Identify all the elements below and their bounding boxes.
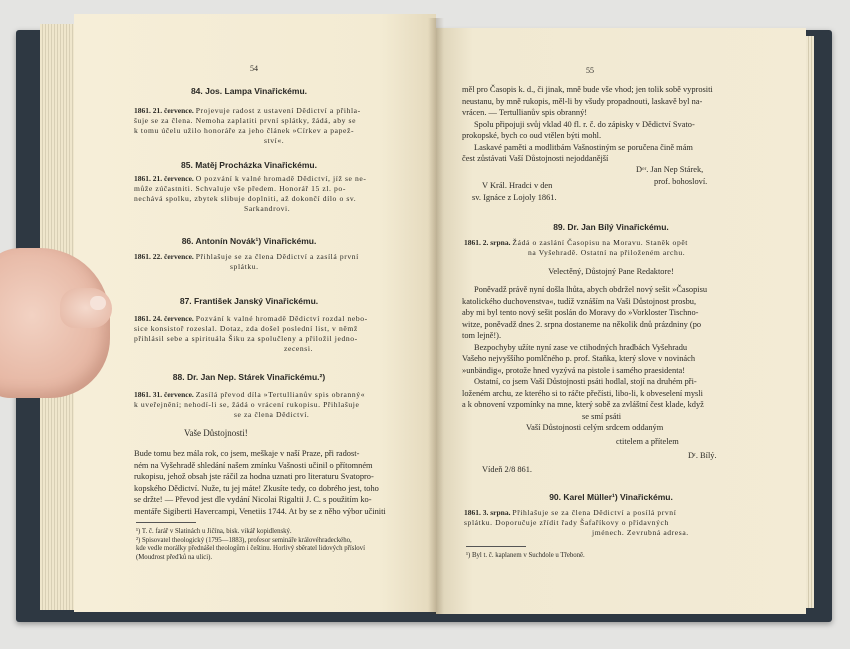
letter-salutation: Vaše Důstojnosti!: [184, 428, 248, 438]
entry-heading: 90. Karel Müller¹) Vinařickému.: [549, 492, 673, 502]
book-gutter: [428, 18, 444, 614]
entry-summary: 1861. 21. července. Projevuje radost z ustavení Dědictví a přihla- šuje se za člena. Nemoha zaplatiti první splátky, žádá, aby se k tomu účelu užilo honoráře za jeho článek »Církev a papež- ství«.: [134, 106, 361, 145]
letter-closing: ctitelem a přítelem: [616, 437, 679, 446]
letter-salutation: Velectěný, Důstojný Pane Redaktore!: [548, 267, 674, 276]
entry-heading: 87. František Janský Vinařickému.: [179, 296, 319, 306]
footnotes: ¹) T. č. farář v Slatinách u Jičína, bisk. vikář kopidlenský. ²) Spisovatel theologický (1795—1883), profesor semináře královéhradeckého, kde vedle morálky přednášel theologům i češtinu. Horlivý sběratel lidových přísloví (Moudrost přeďků na ulici).: [136, 528, 365, 561]
footnote-rule: [466, 546, 526, 547]
entry-summary: 1861. 31. července. Zasílá převod díla »Tertullianův spis obranný« k uveřejnění; nehodí-li se, žádá o vrácení rukopisu. Přihlašuje se za člena Dědictví.: [134, 390, 366, 419]
left-page: [74, 14, 436, 612]
page-number: 55: [586, 66, 594, 75]
entry-heading: 86. Antonín Novák¹) Vinařickému.: [181, 236, 317, 246]
page-number: 54: [250, 64, 258, 73]
signature: Dᵒʳ. Jan Nep Stárek,: [636, 165, 704, 174]
entry-summary: 1861. 21. července. O pozvání k valné hromadě Dědictví, jíž se ne- může zúčastniti. Schvaluje vše předem. Honorář 15 zl. po- nechává spolku, zbytek slibuje doplniti, až dokončí dílo o sv. Sarkandrovi.: [134, 174, 367, 213]
footnote: ¹) Byl t. č. kaplanem v Suchdole u Třeboně.: [466, 552, 585, 559]
letter-body: Bude tomu bez mála rok, co jsem, meškaje v naší Praze, při radost- ném na Vyšehradě shledání našem zmínku Vašnosti učinil o přítomném rukopisu, jehož obsah jste ráčil za hodna uznati pro literaturu Svatopro- kopského Dědictví. Nuže, tu jej máte! Zkusíte tedy, co dobrého jest, toho se držte! — Převod jest dle vydání Nicolai Rigaltii J. C. s použitím ko- mentáře Sigiberti Havercampi, Venetiis 1744. At by se z něho výbor učiniti: [134, 449, 386, 516]
letter-body-continued: měl pro Časopis k. d., či jinak, mně bude vše vhod; jen tolik sobě vyprositi neustanu, by mně rukopis, měl-li by všudy propadnouti, laskavě byl na- vrácen. — Tertullianův spis obranný! Spolu připojuji svůj vklad 40 fl. r. č. do zápisky v Dědictví Svato- prokopské, bych co oud vtělen býti mohl. Laskavé paměti a modlitbám Vašnostiným se poručena čině mám čest zůstávati Vaší Důstojnosti nejoddanější: [462, 85, 713, 163]
entry-date: 1861. 21. července.: [134, 106, 194, 115]
signature-title: prof. bohosloví.: [654, 177, 708, 186]
entry-summary: 1861. 24. července. Pozvání k valné hromadě Dědictví rozdal nebo- sice konsistoř rozeslal. Dotaz, zda došel poslední list, v němž přihlásil sebe a spirituála Šiku za spolučleny a přiložil jedno- zecensi.: [134, 314, 368, 353]
entry-summary: 1861. 2. srpna. Žádá o zaslání Časopisu na Moravu. Staněk opět na Vyšehradě. Ostatní na přiloženém archu.: [464, 238, 689, 257]
signature: Dʳ. Bílý.: [688, 451, 717, 460]
letter-date: Vídeň 2/8 861.: [482, 465, 533, 474]
letter-body: Poněvadž právě nyní došla lhůta, abych obdržel nový sešit »Časopisu katolického duchovenstva«, tudíž vznáším na Vaši Důstojnost prosbu, aby mi byl tento nový sešit poslán do Moravy do »Vorkloster Tischno- witze, poněvadž dnes 2. srpna dostaneme na několik dnů prázdniny (po tom lejně!). Bezpochyby užíte nyní zase ve ctihodných hradbách Vyšehradu Vašeho nejvyššího pomlčného p. prof. Staňka, který slove v novinách »unbändig«, protože hned vyzývá na pistole i samého praesidenta! Ostatní, co jsem Vaší Důstojnosti psáti hodlal, stojí na druhém při- loženém archu, ze kterého si to ráčte přečísti, libo-li, k obveselení mysli a k obnovení vzpomínky na mne, který sobě za zvláštní čest klade, když se smí psáti: [462, 285, 708, 421]
entry-heading: 85. Matěj Procházka Vinařickému.: [181, 160, 317, 170]
right-page: [436, 28, 806, 614]
entry-heading: 84. Jos. Lampa Vinařickému.: [190, 86, 308, 96]
entry-heading: 88. Dr. Jan Nep. Stárek Vinařickému.²): [172, 372, 326, 382]
thumbnail: [90, 296, 106, 310]
letter-date: sv. Ignáce z Lojoly 1861.: [472, 193, 557, 202]
entry-summary: 1861. 3. srpna. Přihlašuje se za člena Dědictví a posílá první splátku. Doporučuje zřídit řady Šafaříkovy o přídavných jménech. Zevrubná adresa.: [464, 508, 689, 537]
letter-closing: Vaší Důstojnosti celým srdcem oddaným: [526, 423, 664, 432]
thumb: [60, 288, 112, 328]
entry-heading: 89. Dr. Jan Bílý Vinařickému.: [553, 222, 669, 232]
footnote-rule: [136, 522, 196, 523]
entry-summary: 1861. 22. července. Přihlašuje se za člena Dědictví a zasílá první splátku.: [134, 252, 359, 271]
letter-place: V Král. Hradci v den: [482, 181, 553, 190]
